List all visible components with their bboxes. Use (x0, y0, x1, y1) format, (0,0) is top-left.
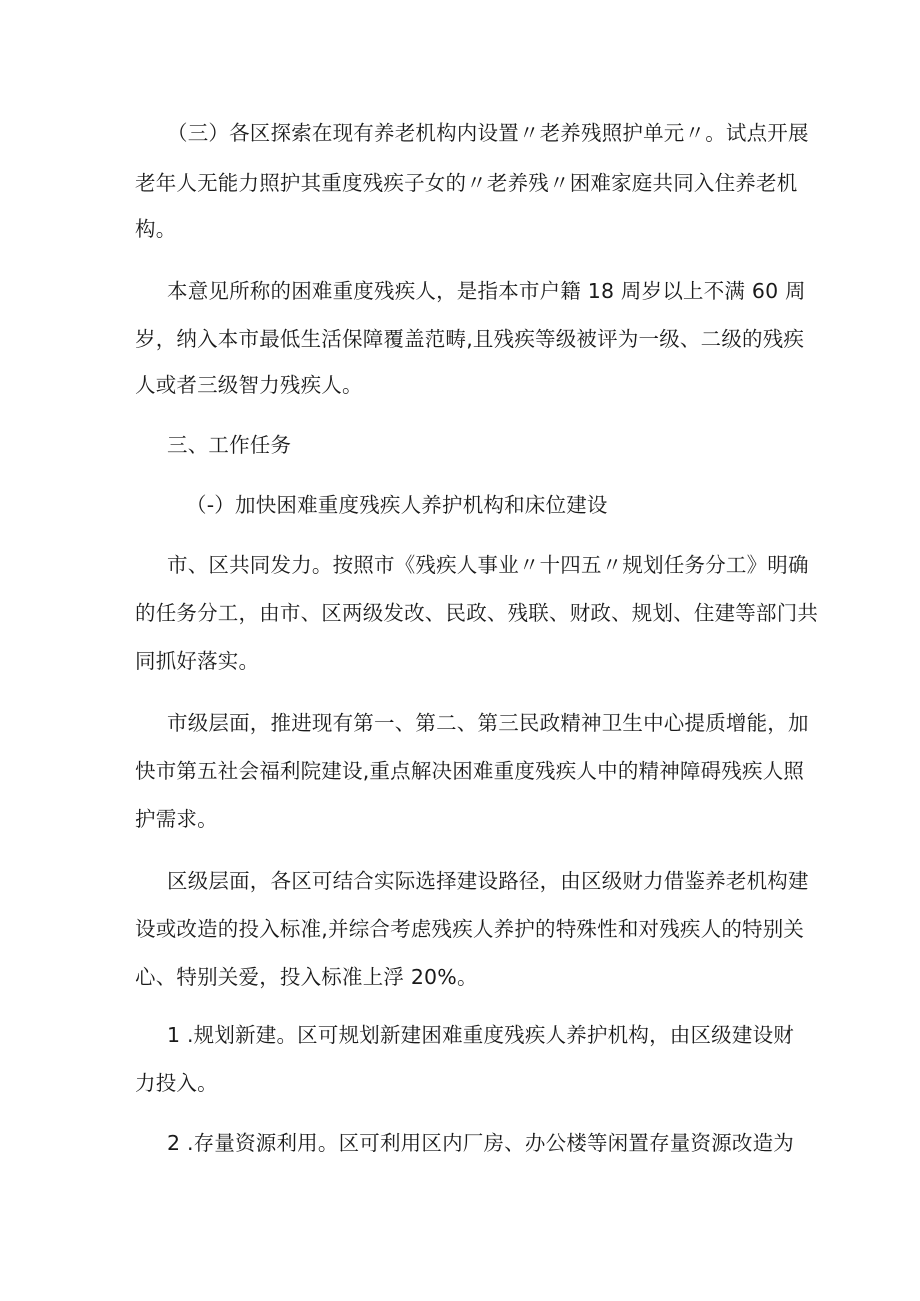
paragraph-district-level-line-2: 设或改造的投入标准,并综合考虑残疾人养护的特殊性和对残疾人的特别关 (135, 917, 805, 941)
section-heading-work-tasks: 三、工作任务 (167, 433, 292, 457)
paragraph-joint-effort-line-2: 的任务分工，由市、区两级发改、民政、残联、财政、规划、住建等部门共 (135, 601, 819, 625)
paragraph-joint-effort-line-3: 同抓好落实。 (135, 649, 260, 673)
paragraph-city-level-line-3: 护需求。 (135, 807, 218, 831)
list-item-1-line-1: 1 .规划新建。区可规划新建困难重度残疾人养护机构，由区级建设财 (167, 1023, 794, 1047)
paragraph-city-level-line-2: 快市第五社会福利院建设,重点解决困难重度残疾人中的精神障碍残疾人照 (135, 759, 805, 783)
paragraph-definition-line-3: 人或者三级智力残疾人。 (135, 373, 363, 397)
paragraph-district-level-line-3: 心、特别关爱，投入标准上浮 20%。 (135, 965, 478, 989)
subsection-heading-facility-construction: （-）加快困难重度残疾人养护机构和床位建设 (186, 493, 608, 517)
paragraph-city-level-line-1: 市级层面，推进现有第一、第二、第三民政精神卫生中心提质增能，加 (167, 711, 809, 735)
paragraph-joint-effort-line-1: 市、区共同发力。按照市《残疾人事业〃十四五〃规划任务分工》明确 (167, 553, 809, 577)
paragraph-definition-line-2: 岁，纳入本市最低生活保障覆盖范畴,且残疾等级被评为一级、二级的残疾 (135, 327, 805, 351)
paragraph-pilot-unit-line-1: （三）各区探索在现有养老机构内设置〃老养残照护单元〃。试点开展 (167, 121, 809, 145)
paragraph-definition-line-1: 本意见所称的困难重度残疾人，是指本市户籍 18 周岁以上不满 60 周 (167, 279, 806, 303)
paragraph-pilot-unit-line-3: 构。 (135, 217, 177, 241)
paragraph-pilot-unit-line-2: 老年人无能力照护其重度残疾子女的〃老养残〃困难家庭共同入住养老机 (135, 171, 798, 195)
paragraph-district-level-line-1: 区级层面，各区可结合实际选择建设路径，由区级财力借鉴养老机构建 (167, 869, 809, 893)
list-item-1-line-2: 力投入。 (135, 1071, 218, 1095)
list-item-2-line-1: 2 .存量资源利用。区可利用区内厂房、办公楼等闲置存量资源改造为 (167, 1131, 794, 1155)
